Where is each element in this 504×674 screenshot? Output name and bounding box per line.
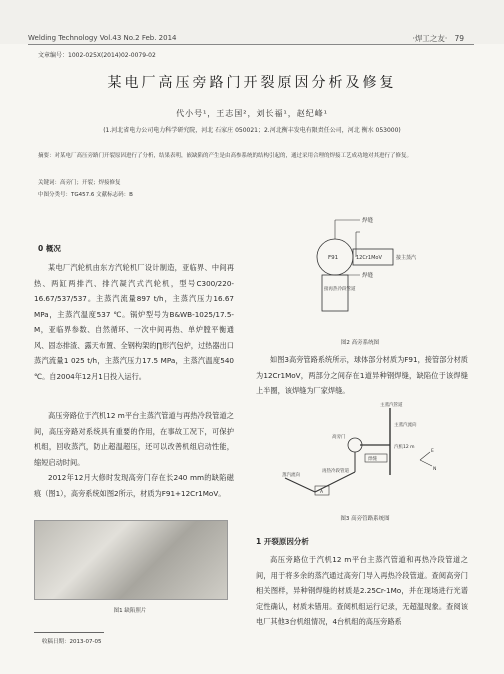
- fig3-flow: 主蒸汽流向: [394, 423, 417, 428]
- fig3-point-a: A: [320, 490, 324, 495]
- fig3-reheat: 再热冷段管道: [322, 469, 349, 474]
- defect-photo: [34, 520, 228, 600]
- fig2-f91: F91: [328, 255, 339, 261]
- fig3-caption: 图3 高旁管路系统图: [340, 516, 390, 522]
- journal-info: Welding Technology Vol.43 No.2 Feb. 2014: [28, 34, 177, 42]
- fig3-hp-valve: 高旁门: [332, 435, 346, 440]
- section-analysis-title: 1 开裂原因分析: [256, 537, 309, 546]
- overview-paragraph-3: 2012年12月大修时发现高旁门存在长240 mm的缺陷磁痕（图1），高旁系统如图2所示，材质为F91+12Cr1MoV。: [34, 473, 234, 498]
- fig3-east: E: [431, 449, 434, 454]
- fig3-steam-dir: 蒸汽流向: [282, 473, 300, 478]
- valve-outlet-pipe: [322, 275, 348, 311]
- keywords: 关键词：高旁门；开裂；焊接修复: [38, 180, 121, 186]
- fig2-weld-bottom: 焊缝: [362, 273, 374, 279]
- affiliation: (1.河北省电力公司电力科学研究院，河北 石家庄 050021；2.河北衡丰发电有限责任公司，河北 衡水 053000): [103, 127, 401, 134]
- fig2-mat: 12Cr1MoV: [356, 255, 382, 261]
- fig3-main-pipe: 主蒸汽管道: [380, 403, 403, 408]
- classification: 中图分类号：TG457.6 文献标志码：B: [38, 192, 133, 198]
- fig1-caption: 图1 缺陷照片: [113, 608, 147, 614]
- fig2-to-main: 接主蒸汽: [396, 255, 417, 261]
- fig3-weld: 焊缝: [368, 457, 377, 462]
- fig2-caption: 图2 高旁系统图: [340, 340, 380, 346]
- fig2-weld-top: 焊缝: [362, 218, 374, 224]
- abstract: 摘要：对某电厂高压旁路门开裂原因进行了分析，结果表明，嵌缺陷的产生是由高参系统的结构引起的，通过采用合理的焊接工艺成功地对其进行了修复。: [38, 153, 413, 159]
- doc-number: 文章编号：1002-025X(2014)02-0079-02: [38, 52, 156, 59]
- received-date: 收稿日期：2013-07-05: [42, 639, 102, 645]
- overview-paragraph-1: 某电厂汽轮机由东方汽轮机厂设计制造，亚临界、中间再热、两缸两排汽、排汽凝汽式汽轮机，型号C300/220-16.67/537/537。主蒸汽流量897 t/h，主蒸汽压力16.67 MPa，主蒸汽温度537 ℃。锅炉型号为B&WB-1025/17.5-M，亚临界参数、自然循环、一次中间再热、单炉膛平衡通风、固态排渣、露天布置、全钢构架的∏形汽包炉，过热器出口蒸汽流量1 025 t/h，主蒸汽压力17.5 MPa，主蒸汽温度540 ℃。自2004年12月1日投入运行。: [34, 263, 234, 381]
- figure-2-diagram: [300, 212, 430, 324]
- footnote-rule: [34, 632, 104, 633]
- overview-paragraph-2: 高压旁路位于汽机12 m平台主蒸汽管道与再热冷段管道之间，高压旁路对系统具有重要的作用，在事故工况下，可保护机组，回收蒸汽，防止超温超压，还可以改善机组启动性能，缩短启动时间。: [34, 411, 234, 467]
- page-number: 79: [454, 34, 464, 43]
- column-name: ·焊工之友·: [412, 34, 448, 43]
- header-rule: [28, 44, 474, 45]
- section-overview-title: 0 概况: [38, 244, 61, 253]
- authors: 代小号¹，王志国²，刘长福¹，赵纪峰¹: [176, 109, 328, 118]
- fig3-description: 如图3高旁管路系统所示，球体部分材质为F91，接管部分材质为12Cr1MoV，两部分之间存在1道异种钢焊缝，缺陷位于该焊缝上半圈，该焊缝为厂家焊缝。: [256, 355, 468, 395]
- hp-valve-symbol: [348, 438, 362, 452]
- paper-title: 某电厂高压旁路门开裂原因分析及修复: [107, 75, 397, 91]
- fig3-north: N: [433, 467, 437, 472]
- figure-3-diagram: [270, 400, 460, 512]
- header-right: [413, 33, 464, 44]
- analysis-paragraph-1: 高压旁路位于汽机12 m平台主蒸汽管道和再热冷段管道之间，用于将多余的蒸汽通过高旁门导入再热冷段管道。查阅高旁门相关图样，异种钢焊缝的材质是2.25Cr-1Mo，并在现场进行光谱定性确认，材质未错用。查阅机组运行记录，无超温现象。查阅该电厂其他3台机组情况，4台机组的高压旁路系: [256, 555, 468, 626]
- fig2-to-reheat: 接再热冷段管道: [324, 287, 356, 292]
- fig3-turbine: 汽机12 m: [394, 445, 415, 450]
